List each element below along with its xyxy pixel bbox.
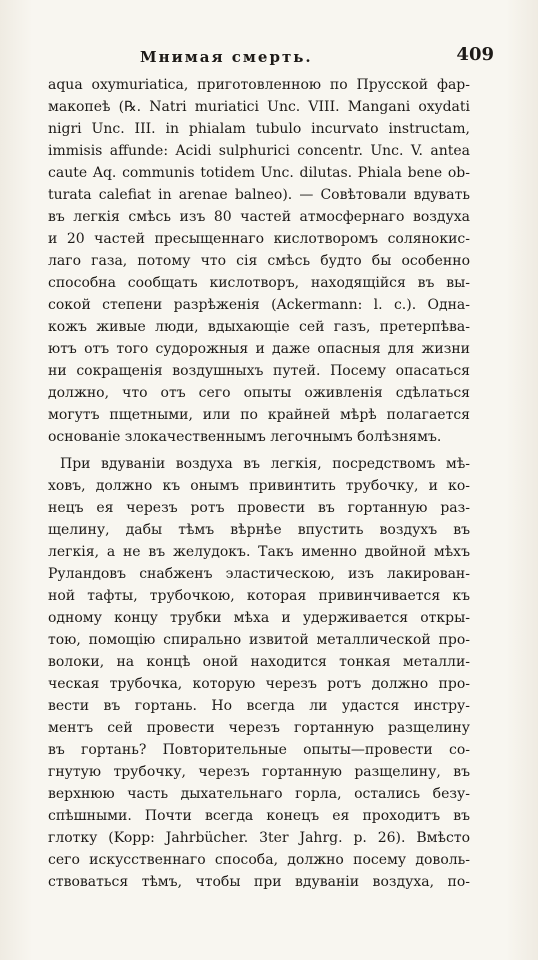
text-line: При вдуваніи воздуха въ легкія, посредствомъ мѣ- [60, 456, 470, 472]
text-line: волоки, на концѣ оной находится тонкая металли- [48, 654, 470, 670]
page-number: 409 [456, 44, 494, 65]
text-line: caute Aq. communis totidem Unc. dilutas. Phiala bene ob- [48, 165, 470, 181]
text-line: сокой степени разрѣженія (Ackermann: l. c.). Одна- [48, 297, 470, 313]
text-line: ствоваться тѣмъ, чтобы при вдуваніи воздуха, по- [48, 874, 470, 890]
text-line: макопеѣ (℞. Natri muriatici Unc. VIII. Mangani oxydati [48, 99, 470, 115]
text-line: способна сообщать кислотворъ, находящійся въ вы- [48, 275, 470, 291]
text-line: одному концу трубки мѣха и удерживается откры- [48, 610, 470, 626]
text-line: щелину, дабы тѣмъ вѣрнѣе впустить воздухъ въ [48, 522, 470, 538]
text-line: ной тафты, трубочкою, которая привинчивается къ [48, 588, 470, 604]
text-line: вести въ гортань. Но всегда ли удастся инстру- [48, 698, 470, 714]
text-line: должно, что отъ сего опыты оживленія сдѣлаться [48, 385, 470, 401]
page-header [42, 44, 494, 70]
text-line: тою, помощію спирально извитой металлической про- [48, 632, 470, 648]
text-line: основаніе злокачественнымъ легочнымъ болѣзнямъ. [48, 429, 442, 445]
text-line: кожъ живые люди, вдыхающіе сей газъ, претерпѣва- [48, 319, 470, 335]
text-line: въ гортань? Повторительные опыты—провести со- [48, 742, 470, 758]
text-line: ховъ, должно къ онымъ привинтить трубочку, и ко- [48, 478, 470, 494]
text-line: гнутую трубочку, черезъ гортанную разщелину, въ [48, 764, 470, 780]
running-head: Мнимая смерть. [140, 48, 313, 66]
text-line: верхнюю часть дыхательнаго горла, остались безу- [48, 786, 470, 802]
text-line: легкія, а не въ желудокъ. Такъ именно двойной мѣхъ [48, 544, 470, 560]
text-line: могутъ пщетными, или по крайней мѣрѣ полагается [48, 407, 470, 423]
text-line: глотку (Kopp: Jahrbücher. 3ter Jahrg. p. 26). Вмѣсто [48, 830, 470, 846]
text-line: спѣшными. Почти всегда конецъ ея проходитъ въ [48, 808, 470, 824]
text-line: ментъ сей провести черезъ гортанную разщелину [48, 720, 470, 736]
text-line: Руландовъ снабженъ эластическою, изъ лакирован- [48, 566, 470, 582]
text-line: ютъ отъ того судорожныя и даже опасныя для жизни [48, 341, 470, 357]
text-line: и 20 частей пресыщеннаго кислотворомъ солянокис- [48, 231, 470, 247]
text-line: сего искусственнаго способа, должно посему доволь- [48, 852, 470, 868]
text-line: нецъ ея черезъ ротъ провести въ гортанную раз- [48, 500, 470, 516]
text-line: ни сокращенія воздушныхъ путей. Посему опасаться [48, 363, 470, 379]
text-line: ческая трубочка, которую черезъ ротъ должно про- [48, 676, 470, 692]
text-line: turata calefiat in arenae balneo). — Совѣтовали вдувать [48, 187, 470, 203]
text-line: aqua oxymuriatica, приготовленною по Прусской фар- [48, 77, 470, 93]
text-line: въ легкія смѣсь изъ 80 частей атмосфернаго воздуха [48, 209, 470, 225]
text-line: immisis affunde: Acidi sulphurici concentr. Unc. V. antea [48, 143, 470, 159]
text-line: лаго газа, потому что сія смѣсь будто бы особенно [48, 253, 470, 269]
text-line: nigri Unc. III. in phialam tubulo incurvato instructam, [48, 121, 470, 137]
